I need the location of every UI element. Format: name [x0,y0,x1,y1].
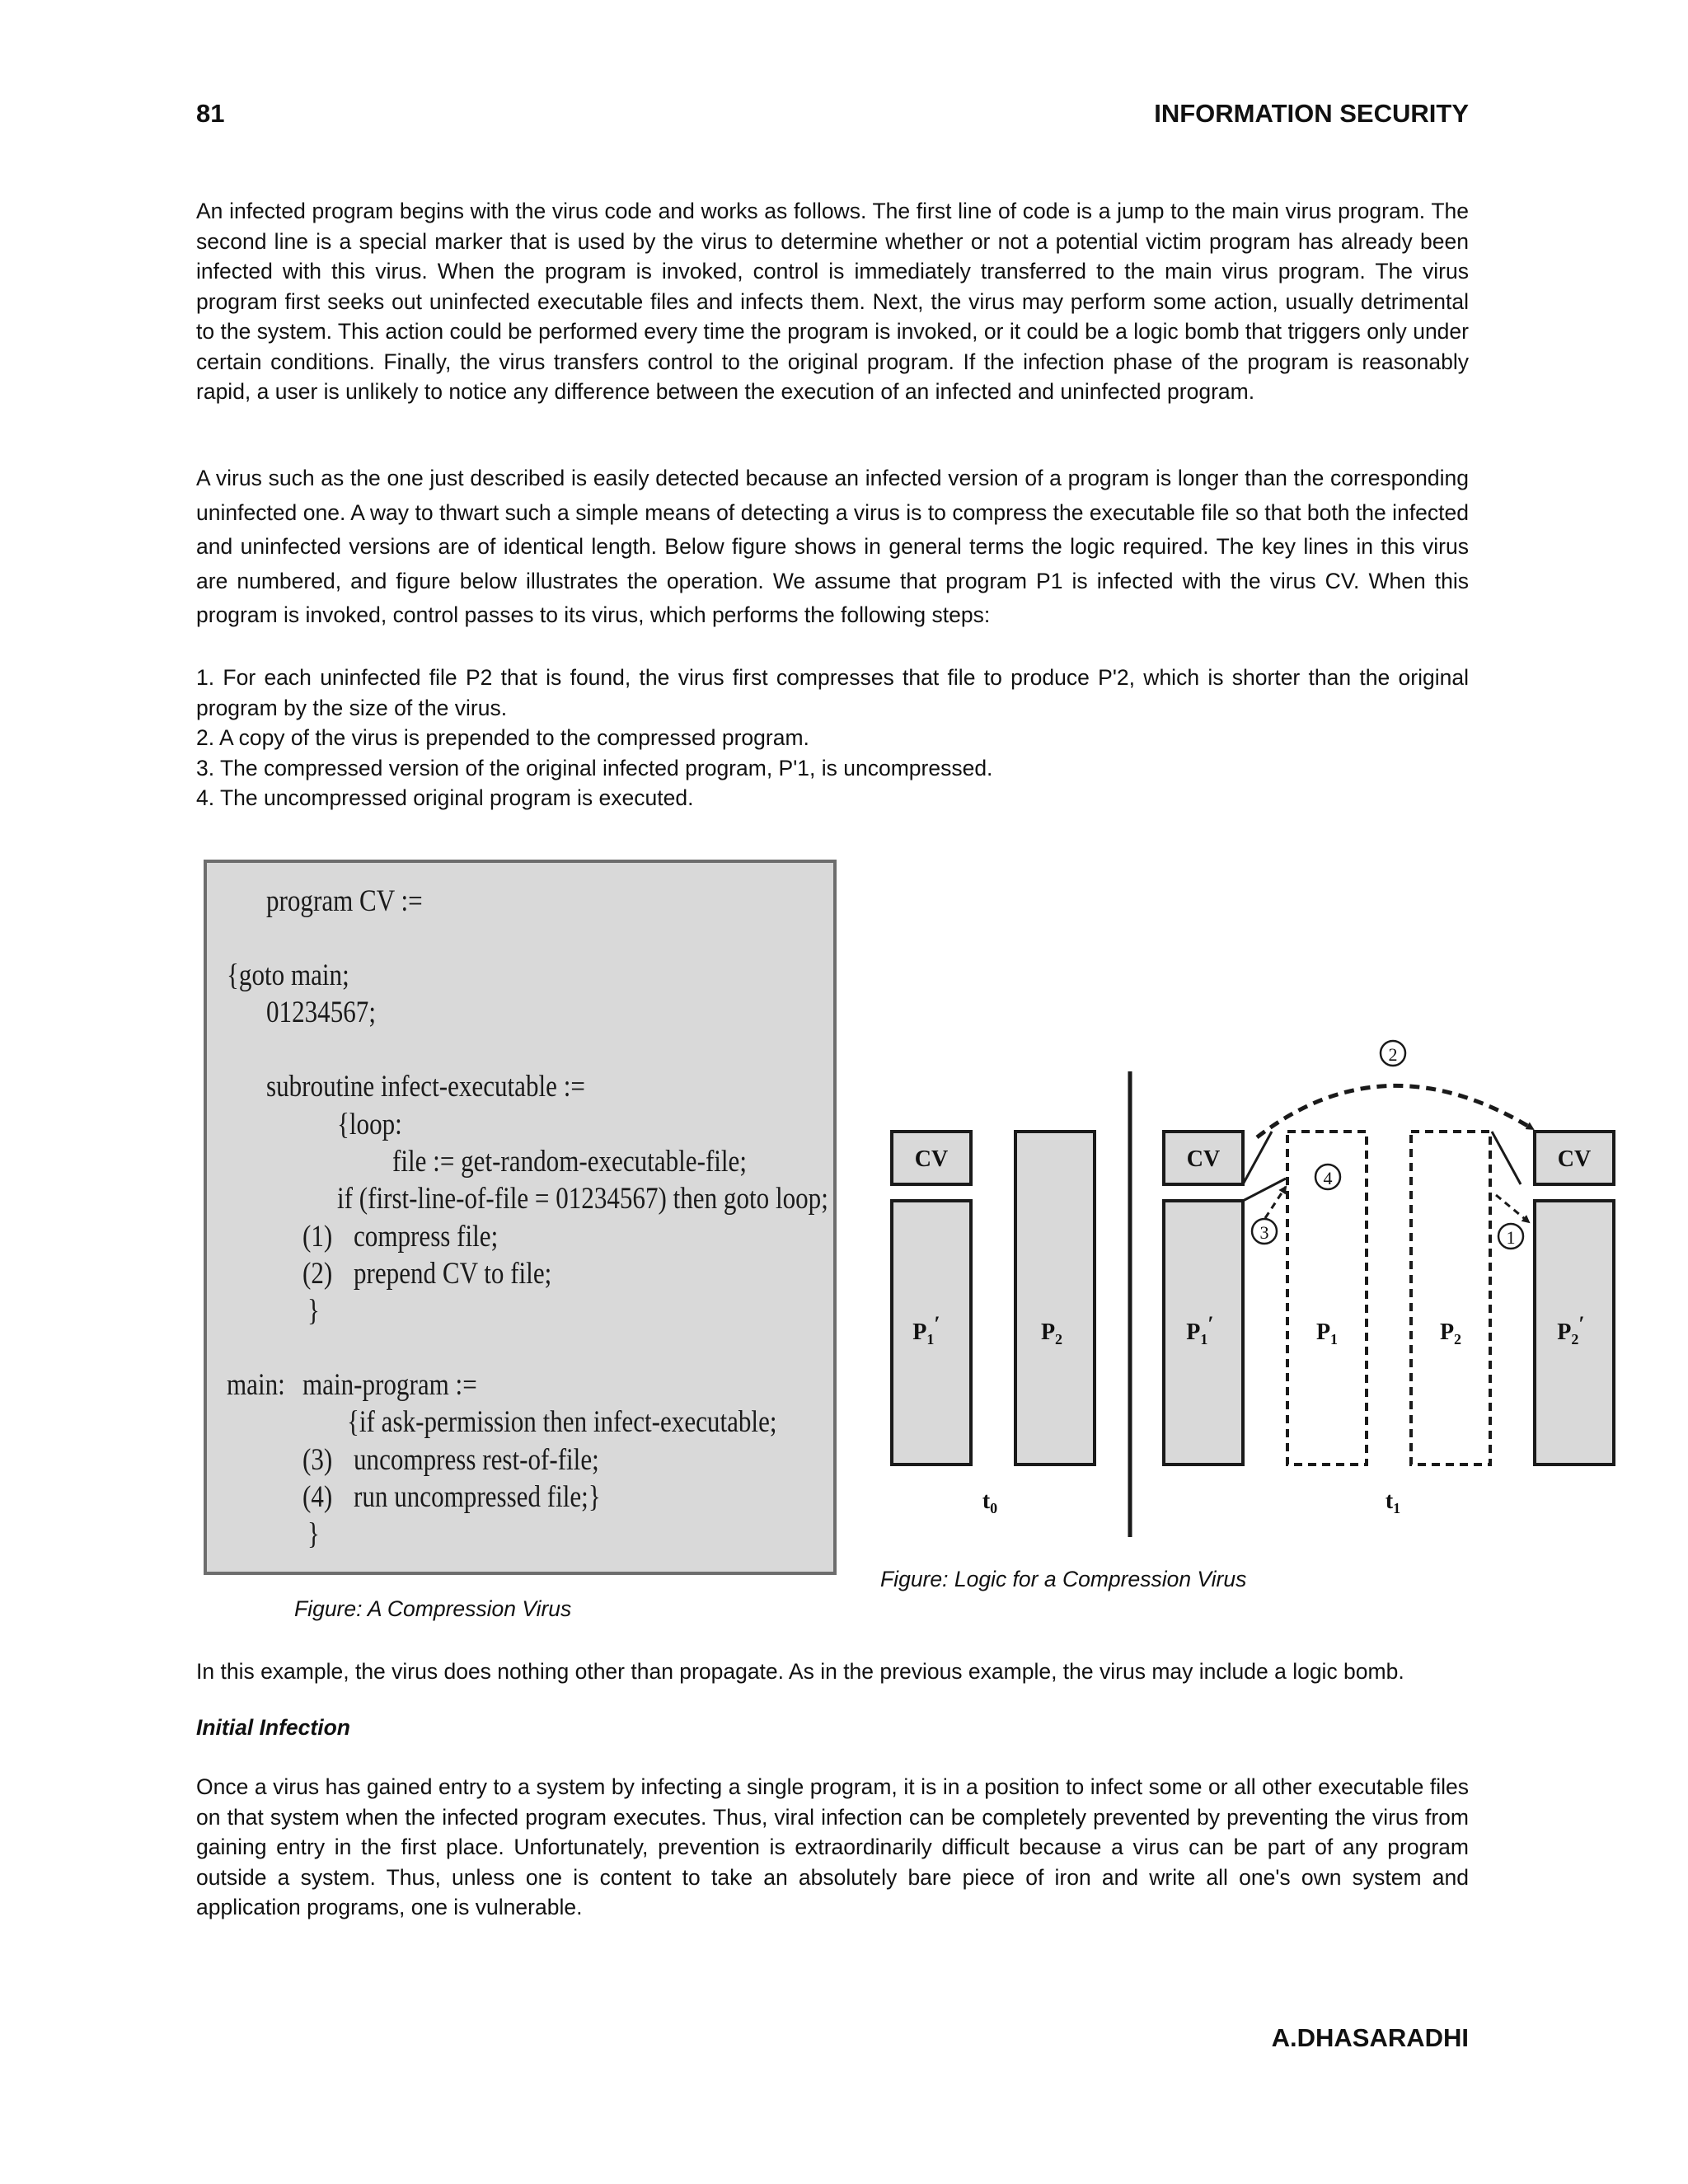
cv-label: CV [1557,1146,1592,1172]
code-line: {goto main; [227,958,349,992]
code-line: program CV := [266,884,423,918]
step1-arrow [1496,1195,1529,1222]
code-line-number: (2) [302,1257,333,1291]
cv-label: CV [1186,1146,1221,1172]
section-heading: Initial Infection [196,1715,350,1740]
code-line: {if ask-permission then infect-executable; [347,1405,777,1439]
page-number: 81 [196,99,225,128]
t1-label: $t_1$ [1385,1488,1401,1516]
paragraph-initial-infection: Once a virus has gained entry to a system by infecting a single program, it is in a position to infect some or all other executable files on that system when the infected program executes. Thus, viral infection can be completely prevented by preventing the virus from gaining entry in the first place. Unfortunately, prevention is extraordinarily difficult because a virus can be part of any program outside a system. Thus, unless one is content to take an absolutely bare piece of iron and write all one's own system and application programs, one is vulnerable. [196,1774,1469,1919]
p1-compressed-label: $P_1'$ [912,1312,940,1347]
code-line: if (first-line-of-file = 01234567) then goto loop; [337,1182,828,1216]
code-line: main-program := [302,1368,477,1402]
code-line: {loop: [337,1108,402,1141]
page-header-title: INFORMATION SECURITY [1154,99,1469,128]
list-item: 2. A copy of the virus is prepended to the compressed program. [196,725,809,750]
step-number: 4 [1323,1168,1333,1188]
compression-virus-code-figure [204,860,837,1575]
code-line: } [307,1294,320,1328]
funnel-line [1492,1132,1521,1184]
author-name: A.DHASARADHI [1271,2023,1469,2052]
list-item: 1. For each uninfected file P2 that is found, the virus first compresses that file to produce P'2, which is shorter than the original program by the size of the virus. [196,665,1469,720]
code-line: file := get-random-executable-file; [392,1145,748,1179]
p2-label: $P_2$ [1439,1319,1462,1347]
code-label: main: [227,1368,285,1402]
code-line: run uncompressed file;} [354,1480,601,1514]
code-line: 01234567; [266,996,376,1029]
cv-label: CV [914,1146,949,1172]
paragraph-propagate: In this example, the virus does nothing other than propagate. As in the previous example, the virus may include a logic bomb. [196,1659,1404,1684]
step-number: 1 [1506,1227,1516,1248]
code-line-number: (3) [302,1443,333,1477]
step-number: 3 [1259,1222,1269,1243]
step2-arc-arrow [1257,1085,1533,1137]
steps-list [196,663,1469,813]
step-number: 2 [1388,1044,1398,1065]
funnel-line [1243,1132,1272,1184]
list-item: 4. The uncompressed original program is executed. [196,785,694,810]
paragraph-compression: A virus such as the one just described is easily detected because an infected version of a program is longer than the corresponding uninfected one. A way to thwart such a simple means of detecting a virus is to compress the executable file so that both the infected and uninfected versions are of identical length. Below figure shows in general terms the logic required. The key lines in this virus are numbered, and figure below illustrates the operation. We assume that program P1 is infected with the virus CV. When this program is invoked, control passes to its virus, which performs the following steps: [196,466,1469,627]
code-line: subroutine infect-executable := [266,1070,585,1104]
logic-figure-caption: Figure: Logic for a Compression Virus [880,1567,1247,1591]
t0-label: $t_0$ [982,1488,998,1516]
p2-box-t0 [1015,1132,1095,1465]
compression-virus-logic-diagram [882,1022,1632,1549]
code-line-number: (1) [302,1220,333,1254]
paragraph-intro: An infected program begins with the virus code and works as follows. The first line of code is a jump to the main virus program. The second line is a special marker that is used by the virus to determine whether or not a potential victim program has already been infected with this virus. When the program is invoked, control is immediately transferred to the main virus program. The virus program first seeks out uninfected executable files and infects them. Next, the virus may perform some action, usually detrimental to the system. This action could be performed every time the program is invoked, or it could be a logic bomb that triggers only under certain conditions. Finally, the virus transfers control to the original program. If the infection phase of the program is reasonably rapid, a user is unlikely to notice any difference between the execution of an infected and uninfected program. [196,199,1469,404]
step3-arrow [1265,1187,1286,1218]
code-line: } [307,1517,320,1551]
p2-label: $P_2$ [1040,1319,1063,1347]
p1-compressed-label: $P_1'$ [1186,1312,1214,1347]
code-line: compress file; [354,1220,499,1254]
list-item: 3. The compressed version of the original infected program, P'1, is uncompressed. [196,755,993,780]
code-line: prepend CV to file; [354,1257,552,1291]
code-line: uncompress rest-of-file; [354,1443,599,1477]
p1-label: $P_1$ [1315,1319,1339,1347]
code-line-number: (4) [302,1480,333,1514]
code-figure-caption: Figure: A Compression Virus [294,1596,572,1621]
p2-compressed-label: $P_2'$ [1557,1312,1585,1347]
p2-dashed-box [1411,1132,1490,1465]
